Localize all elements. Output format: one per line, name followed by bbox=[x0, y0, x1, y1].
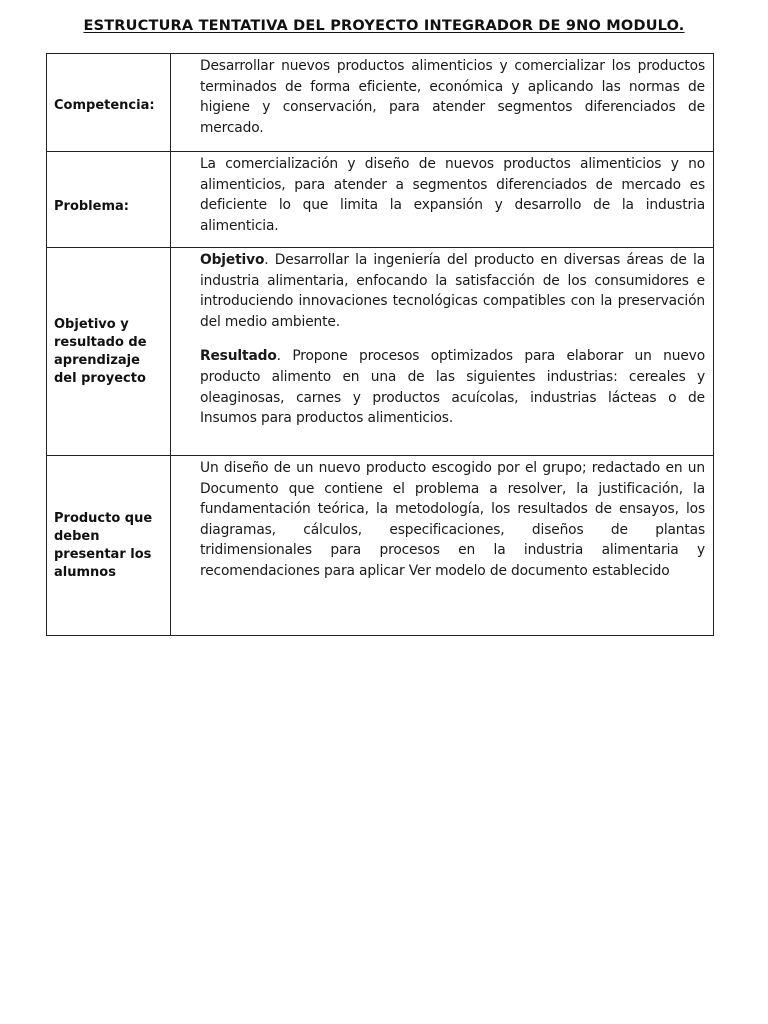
row-content bbox=[171, 152, 714, 248]
row-label: Producto que deben presentar los alumnos bbox=[47, 456, 171, 636]
row-content bbox=[171, 54, 714, 152]
row-content bbox=[171, 248, 714, 456]
row-content bbox=[171, 456, 714, 636]
row-label: Problema: bbox=[47, 152, 171, 248]
competencia-text: Desarrollar nuevos productos alimenticios y comercializar los productos terminados de forma eficiente, económica y aplicando las normas de higiene y conservación, para atender segmentos diferenciados de mercado. bbox=[200, 58, 705, 136]
table-row-competencia bbox=[47, 54, 714, 152]
table-row-objetivo bbox=[47, 248, 714, 456]
result-paragraph bbox=[200, 346, 705, 428]
page-title: ESTRUCTURA TENTATIVA DEL PROYECTO INTEGRADOR DE 9NO MODULO. bbox=[83, 18, 685, 34]
producto-text: Un diseño de un nuevo producto escogido por el grupo; redactado en un Documento que contiene el problema a resolver, la justificación, la fundamentación teórica, la metodología, los resultados de ensayos, los diagramas, cálculos, especificaciones, diseños de plantas tridimensionales para procesos en la industria alimentaria y recomendaciones para aplicar Ver modelo de documento establecido bbox=[200, 460, 705, 579]
row-label: Competencia: bbox=[47, 54, 171, 152]
result-text: . Propone procesos optimizados para elaborar un nuevo producto alimento en una de las siguientes industrias: cereales y oleaginosas, carnes y productos acuícolas, industrias lácteas o de Insumos para productos alimenticios. bbox=[200, 348, 705, 427]
row-label: Objetivo y resultado de aprendizaje del proyecto bbox=[47, 248, 171, 456]
table-row-producto bbox=[47, 456, 714, 636]
objective-text: . Desarrollar la ingeniería del producto en diversas áreas de la industria alimentaria, enfocando la satisfacción de los consumidores e introduciendo innovaciones tecnológicas compatibles con la preservación del medio ambiente. bbox=[200, 252, 705, 330]
project-structure-table bbox=[46, 53, 714, 636]
result-label: Resultado bbox=[200, 348, 277, 365]
problema-text: La comercialización y diseño de nuevos productos alimenticios y no alimenticios, para atender a segmentos diferenciados de mercado es deficiente lo que limita la expansión y desarrollo de la industria alimenticia. bbox=[200, 156, 705, 234]
objective-label: Objetivo bbox=[200, 252, 265, 268]
table-row-problema bbox=[47, 152, 714, 248]
objective-paragraph bbox=[200, 250, 705, 332]
